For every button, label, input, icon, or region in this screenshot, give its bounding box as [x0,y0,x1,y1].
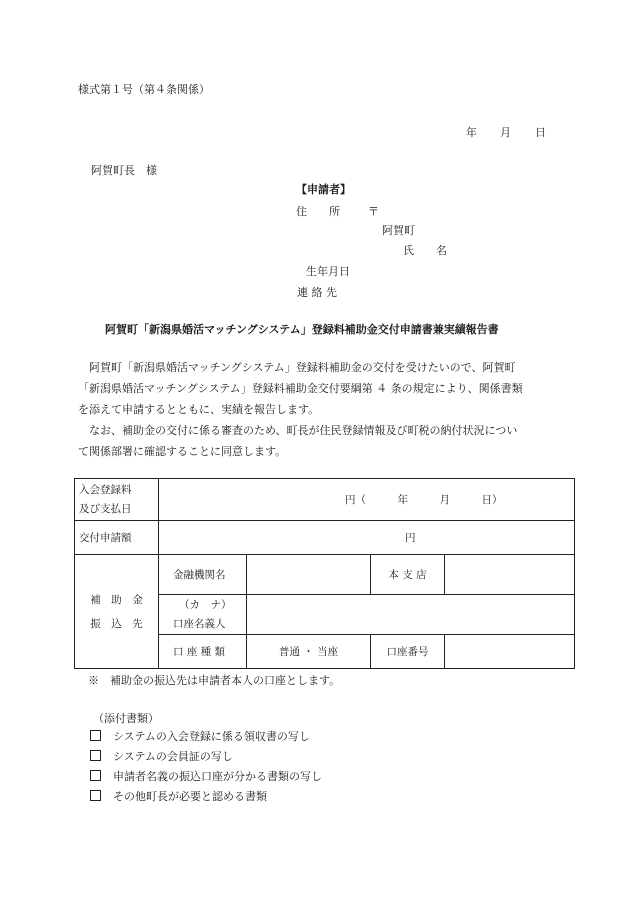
branch-label-cell: 本 支 店 [371,555,445,595]
table-row [75,555,575,595]
account-holder-field[interactable] [247,595,575,635]
transfer-label-line: 補 助 金 [90,593,143,606]
contact-label: 連 絡 先 [297,286,337,299]
town-name: 阿賀町 [382,224,415,237]
transfer-label-line: 振 込 先 [90,617,143,630]
table-row [75,521,575,555]
fee-label-line: 及び支払日 [79,502,132,515]
body-paragraph [78,357,556,462]
transfer-note: ※ 補助金の振込先は申請者本人の口座とします。 [88,674,341,687]
document-title: 阿賀町「新潟県婚活マッチングシステム」登録料補助金交付申請書兼実績報告書 [105,323,499,336]
transfer-label-cell [75,555,159,669]
table-row [75,479,575,521]
date-month-label: 月 [500,126,511,139]
applicant-heading: 【申請者】 [296,183,351,196]
attachment-item [90,748,233,764]
holder-label-cell [159,595,247,635]
attachment-item [90,788,267,804]
checkbox[interactable] [90,770,101,781]
attachment-label: システムの入会登録に係る領収書の写し [113,730,310,743]
account-number-label-cell: 口座番号 [371,635,445,669]
account-type-value-cell[interactable]: 普通 ・ 当座 [247,635,371,669]
birthdate-label: 生年月日 [306,265,350,278]
bank-name-field[interactable] [247,555,371,595]
date-day-label: 日 [535,126,546,139]
body-line: 「新潟県婚活マッチングシステム」登録料補助金交付要綱第 ４ 条の規定により、関係書類 [78,382,523,395]
body-line: 阿賀町「新潟県婚活マッチングシステム」登録料補助金の交付を受けたいので、阿賀町 [89,361,516,374]
attachment-label: 申請者名義の振込口座が分かる書類の写し [113,770,322,783]
fee-value-cell[interactable]: 円（ 年 月 日） [159,479,575,521]
kana-label: （カ ナ） [179,598,232,611]
body-line: て関係部署に確認することに同意します。 [78,445,287,458]
branch-name-field[interactable] [445,555,575,595]
checkbox[interactable] [90,730,101,741]
amount-value-cell[interactable]: 円 [159,521,575,555]
attachment-label: システムの会員証の写し [113,750,233,763]
fee-label-cell [75,479,159,521]
application-table [74,478,575,669]
attachment-item [90,728,310,744]
amount-label-cell: 交付申請額 [75,521,159,555]
checkbox[interactable] [90,790,101,801]
date-year-label: 年 [466,126,477,139]
attachment-label: その他町長が必要と認める書類 [113,790,267,803]
holder-label: 口座名義人 [173,617,226,630]
postal-mark: 〒 [368,205,379,218]
bank-label-cell: 金融機関名 [159,555,247,595]
address-label: 住 所 [296,205,340,218]
fee-label-line: 入会登録料 [79,483,132,496]
attachment-item [90,768,322,784]
name-label: 氏 名 [403,244,447,257]
checkbox[interactable] [90,750,101,761]
form-number: 様式第１号（第４条関係） [78,83,210,96]
body-line: なお、補助金の交付に係る審査のため、町長が住民登録情報及び町税の納付状況につい [89,424,518,437]
account-number-field[interactable] [445,635,575,669]
attachments-heading: （添付書類） [93,712,159,725]
addressee: 阿賀町長 様 [91,164,157,177]
account-type-label-cell: 口 座 種 類 [159,635,247,669]
body-line: を添えて申請するとともに、実績を報告します。 [78,403,320,416]
